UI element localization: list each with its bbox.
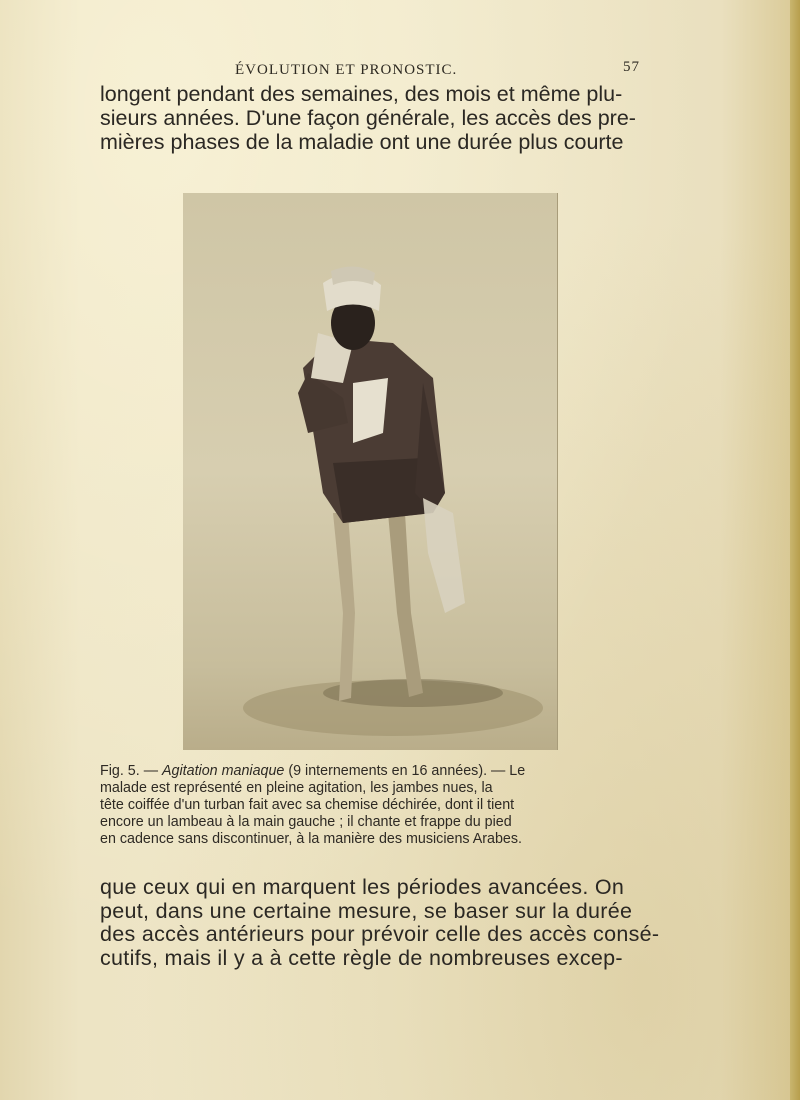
running-header bbox=[100, 59, 660, 82]
text-line: cutifs, mais il y a à cette règle de nombreuses excep- bbox=[100, 945, 623, 970]
page-number: 57 bbox=[623, 59, 640, 75]
caption-line: encore un lambeau à la main gauche ; il chante et frappe du pied bbox=[100, 814, 512, 830]
caption-title: Agitation maniaque bbox=[161, 763, 285, 779]
text-line: que ceux qui en marquent les périodes avancées. On bbox=[100, 875, 625, 899]
text-line: mières phases de la maladie ont une durée plus courte bbox=[100, 130, 624, 154]
caption-line: en cadence sans discontinuer, à la manière des musiciens Arabes. bbox=[100, 831, 523, 847]
patient-photo-illustration bbox=[183, 193, 557, 750]
figure-photograph bbox=[183, 193, 558, 750]
caption-label: Fig. 5. — bbox=[100, 763, 158, 779]
text-line: des accès antérieurs pour prévoir celle des accès consé- bbox=[100, 922, 660, 946]
page-edge bbox=[790, 0, 800, 1100]
text-line: sieurs années. D'une façon générale, les accès des pre- bbox=[100, 106, 636, 130]
caption-line: tête coiffée d'un turban fait avec sa chemise déchirée, dont il tient bbox=[100, 797, 515, 813]
figure-caption bbox=[100, 763, 655, 848]
bottom-paragraph bbox=[100, 875, 660, 970]
top-paragraph bbox=[100, 82, 655, 154]
caption-line: malade est représenté en pleine agitation, les jambes nues, la bbox=[100, 780, 493, 796]
text-line: peut, dans une certaine mesure, se baser sur la durée bbox=[100, 898, 633, 923]
text-line: longent pendant des semaines, des mois et même plu- bbox=[100, 82, 623, 106]
chapter-title: ÉVOLUTION ET PRONOSTIC. bbox=[235, 62, 458, 78]
caption-line: (9 internements en 16 années). — Le bbox=[284, 763, 526, 779]
